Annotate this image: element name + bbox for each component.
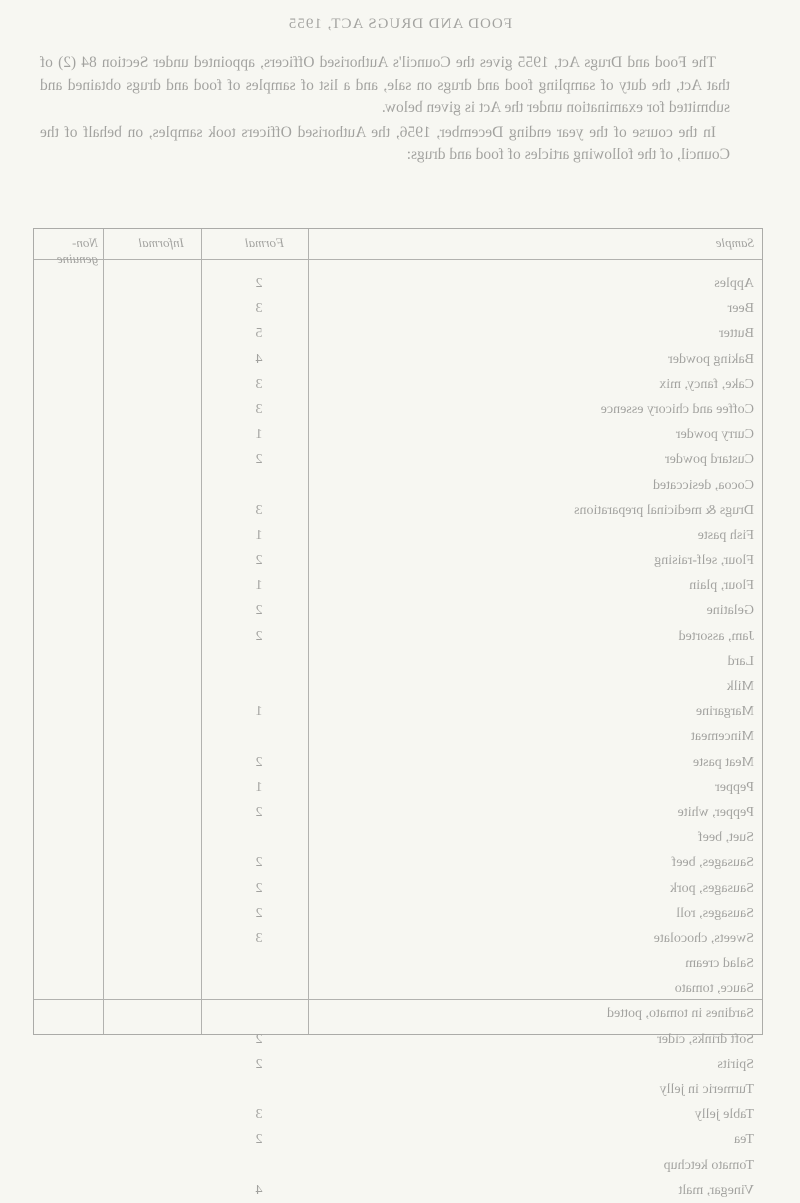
informal-count: [138, 1102, 168, 1127]
header-non-genuine: Non-genuine: [56, 235, 98, 266]
informal-count: [138, 1077, 168, 1102]
formal-count: 3: [255, 1107, 263, 1123]
formal-count: [234, 1001, 284, 1026]
article-row: Curry powder: [675, 427, 754, 443]
informal-count: [138, 850, 168, 875]
article-row: Sweets, chocolate: [653, 930, 754, 946]
formal-count: 2: [255, 1132, 263, 1148]
article-row: Sardines in tomato, potted: [607, 1006, 754, 1022]
article-row: Flour, plain: [689, 578, 754, 594]
formal-count: 1: [255, 704, 263, 720]
article-row: Milk: [726, 679, 754, 694]
informal-count: [138, 271, 168, 296]
article-row: Coffee and chicory essence: [600, 401, 754, 417]
formal-count: 2: [255, 452, 263, 468]
intro-paragraph-1: The Food and Drugs Act, 1955 gives the Council's Authorised Officers, appointed under Section 84 (2) of that Act, the duty of sampling food and drugs on sale, and a list of samples of food and drugs obtained and submitted for examination under the Act is given below.: [40, 54, 730, 116]
article-row: Mincemeat: [691, 729, 754, 745]
informal-column: [138, 271, 168, 1203]
column-divider: [308, 229, 309, 1034]
intro-paragraph-2: In the course of the year ending December, 1956, the Authorised Officers took samples, on behalf of the Council, of the following articles of food and drugs:: [40, 123, 730, 163]
article-row: Pepper: [715, 779, 754, 795]
header-sample: Sample: [715, 235, 754, 250]
article-row: Sauce, tomato: [674, 981, 754, 997]
informal-count: [138, 447, 168, 472]
formal-count: 2: [255, 804, 263, 820]
formal-count: 3: [255, 930, 263, 946]
article-row: Margarine: [695, 704, 754, 720]
informal-count: [138, 825, 168, 850]
informal-count: [138, 321, 168, 346]
informal-count: [138, 1153, 168, 1178]
informal-count: [138, 473, 168, 498]
formal-count: 4: [255, 1182, 263, 1198]
informal-count: [138, 397, 168, 422]
article-row: Sausages, roll: [676, 905, 754, 921]
informal-count: [138, 1052, 168, 1077]
formal-count: 3: [255, 401, 263, 417]
article-row: Sausages, pork: [670, 880, 754, 896]
article-row: Salad cream: [685, 956, 754, 972]
informal-count: [138, 750, 168, 775]
formal-count: [234, 825, 284, 850]
header-rule: [34, 259, 762, 260]
article-row: Vinegar, malt: [678, 1182, 754, 1198]
article-row: Fish paste: [697, 527, 754, 543]
informal-count: [138, 699, 168, 724]
formal-count: 1: [255, 779, 263, 795]
formal-count: 2: [255, 905, 263, 921]
formal-count: 2: [255, 628, 263, 644]
formal-count: 1: [255, 427, 263, 443]
formal-count: 2: [255, 603, 263, 619]
column-divider: [201, 229, 202, 1034]
samples-table: [33, 228, 763, 1198]
informal-count: [138, 548, 168, 573]
informal-count: [138, 926, 168, 951]
intro-text: [40, 52, 730, 167]
formal-count: [234, 1077, 284, 1102]
formal-count: 2: [255, 276, 263, 291]
article-row: Apples: [714, 276, 754, 291]
formal-count: 2: [255, 1056, 263, 1072]
informal-count: [138, 523, 168, 548]
article-row: Gelatine: [706, 603, 754, 619]
formal-count: 4: [255, 351, 263, 367]
article-row: Cocoa, desiccated: [652, 477, 754, 493]
article-row: Flour, self-raising: [654, 553, 754, 569]
informal-count: [138, 296, 168, 321]
informal-count: [138, 1127, 168, 1152]
formal-count: 1: [255, 578, 263, 594]
formal-count: [234, 649, 284, 674]
formal-count: 2: [255, 880, 263, 896]
article-row: Lard: [727, 653, 754, 669]
formal-count: [234, 724, 284, 749]
formal-count: [234, 473, 284, 498]
formal-count: 2: [255, 553, 263, 569]
article-row: Table jelly: [694, 1107, 754, 1123]
informal-count: [138, 422, 168, 447]
column-divider: [103, 229, 104, 1034]
article-row: Tomato ketchup: [663, 1157, 754, 1173]
formal-count: 3: [255, 376, 263, 392]
formal-count: 2: [255, 1031, 263, 1047]
formal-count: [234, 1153, 284, 1178]
article-row: Cake, fancy, mix: [659, 376, 754, 392]
informal-count: [138, 1001, 168, 1026]
article-row: Sausages, beef: [671, 855, 754, 871]
formal-count: 2: [255, 855, 263, 871]
article-row: Pepper, white: [677, 804, 754, 820]
informal-count: [138, 876, 168, 901]
formal-column: [234, 271, 284, 1203]
formal-count: 2: [255, 754, 263, 770]
informal-count: [138, 573, 168, 598]
informal-count: [138, 347, 168, 372]
informal-count: [138, 1027, 168, 1052]
informal-count: [138, 649, 168, 674]
formal-count: 1: [255, 527, 263, 543]
formal-count: [234, 951, 284, 976]
formal-count: 5: [255, 326, 263, 342]
informal-count: [138, 598, 168, 623]
article-row: Baking powder: [668, 351, 754, 367]
article-row: Suet, beef: [698, 830, 754, 846]
article-row: Soft drinks, cider: [657, 1031, 754, 1047]
informal-count: [138, 800, 168, 825]
formal-count: 3: [255, 502, 263, 518]
formal-count: [234, 674, 284, 699]
article-row: Drugs & medicinal preparations: [573, 502, 754, 518]
running-head: FOOD AND DRUGS ACT, 1955: [287, 16, 513, 32]
informal-count: [138, 775, 168, 800]
informal-count: [138, 951, 168, 976]
informal-count: [138, 498, 168, 523]
informal-count: [138, 976, 168, 1001]
informal-count: [138, 674, 168, 699]
article-row: Tea: [733, 1132, 754, 1148]
header-formal: Formal: [245, 235, 284, 250]
article-row: Butter: [719, 326, 754, 342]
informal-count: [138, 901, 168, 926]
article-row: Turmeric in jelly: [659, 1082, 754, 1097]
informal-count: [138, 372, 168, 397]
informal-count: [138, 624, 168, 649]
formal-count: 3: [255, 301, 263, 317]
informal-count: [138, 724, 168, 749]
article-row: Spirits: [717, 1056, 754, 1072]
article-row: Beer: [727, 301, 754, 317]
article-row: Jam, assorted: [678, 628, 754, 644]
article-list: [474, 271, 754, 1203]
header-informal: Informal: [138, 235, 184, 250]
formal-count: [234, 976, 284, 1001]
article-row: Custard powder: [664, 452, 754, 468]
informal-count: [138, 1178, 168, 1203]
article-row: Meat paste: [692, 754, 754, 770]
